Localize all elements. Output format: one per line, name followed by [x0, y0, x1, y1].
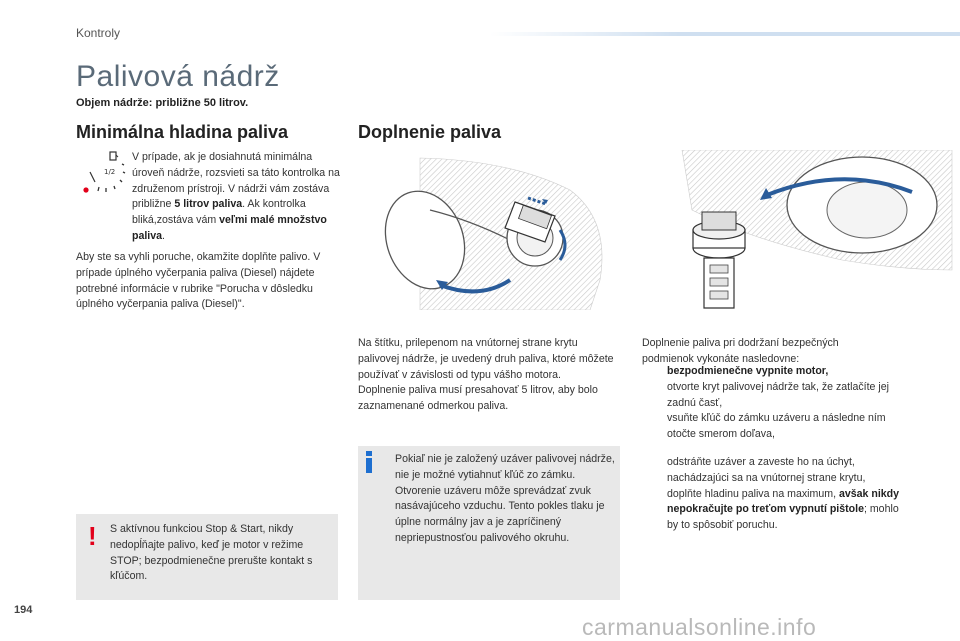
- fuel-label-paragraph: Na štítku, prilepenom na vnútornej strane krytu palivovej nádrže, je uvedený druh paliva, ktoré môžete používať v závislosti od typu vášho motora.: [358, 337, 614, 381]
- list-item: odstráňte uzáver a zaveste ho na úchyt, nachádzajúci sa na vnútornej strane krytu,: [667, 456, 866, 484]
- header-bar: [490, 32, 960, 36]
- refill-advice-text: Aby ste sa vyhli poruche, okamžite doplňte palivo. V prípade úplného vyčerpania paliva (Diesel) nájdete potrebné informácie v rubrike "Porucha v dôsledku úplného vyčerpania paliva (Diesel)".: [76, 251, 321, 311]
- heading-refill: Doplnenie paliva: [358, 122, 502, 142]
- watermark: carmanualsonline.info: [582, 614, 817, 640]
- fuel-gauge-icon: [82, 150, 128, 196]
- fuel-cap-illustration: [672, 150, 960, 320]
- heading-min-level: Minimálna hladina paliva: [76, 122, 289, 142]
- alert-icon: !: [88, 521, 97, 551]
- cap-info-note: Pokiaľ nie je založený uzáver palivovej nádrže, nie je možné vytiahnuť kľúč zo zámku. Otvorenie uzáveru môže sprevádzať zvuk nasávajúceho vzduchu. Tento pokles tlaku je úplne normálny jav a je zapríčinený nepriepustnosťou palivového okruhu.: [395, 453, 615, 544]
- refill-steps-list: [642, 364, 892, 443]
- list-item: otvorte kryt palivovej nádrže tak, že zatlačíte jej zadnú časť,: [667, 380, 889, 409]
- list-item: doplňte hladinu paliva na maximum, avšak nikdy nepokračujte po treťom vypnutí pištole; mohlo by to spôsobiť poruchu.: [667, 487, 900, 532]
- tank-capacity: Objem nádrže: približne 50 litrov.: [76, 97, 249, 109]
- min-refill-paragraph: Doplnenie paliva musí presahovať 5 litrov, aby bolo zaznamenané odmerkou paliva.: [358, 384, 598, 413]
- list-item: vsuňte kľúč do zámku uzáveru a následne ním otočte smerom doľava,: [667, 412, 886, 441]
- section-label: Kontroly: [76, 26, 121, 40]
- fuel-flap-illustration: [360, 150, 615, 310]
- page-title: Palivová nádrž: [76, 60, 280, 93]
- fuel-label-text: [358, 336, 620, 415]
- gauge-half-label: 1/2: [104, 168, 116, 176]
- info-icon: [364, 451, 374, 473]
- refill-steps-list-continued: [642, 455, 912, 534]
- page-number: 194: [14, 604, 33, 616]
- stop-start-note: S aktívnou funkciou Stop & Start, nikdy nedopĺňajte palivo, keď je motor v režime STOP; bezpodmienečne prerušte kontakt s kľúčom.: [110, 523, 313, 583]
- low-fuel-warning-text: V prípade, ak je dosiahnutá minimálna úroveň nádrže, rozsvieti sa táto kontrolka na združenom prístroji. V nádrži vám zostáva približne 5 litrov paliva. Ak kontrolka bliká,zostáva vám veľmi malé množstvo paliva.: [132, 151, 340, 242]
- list-item: bezpodmienečne vypnite motor,: [667, 365, 829, 377]
- refill-intro: Doplnenie paliva pri dodržaní bezpečných podmienok vykonáte nasledovne:: [642, 337, 839, 365]
